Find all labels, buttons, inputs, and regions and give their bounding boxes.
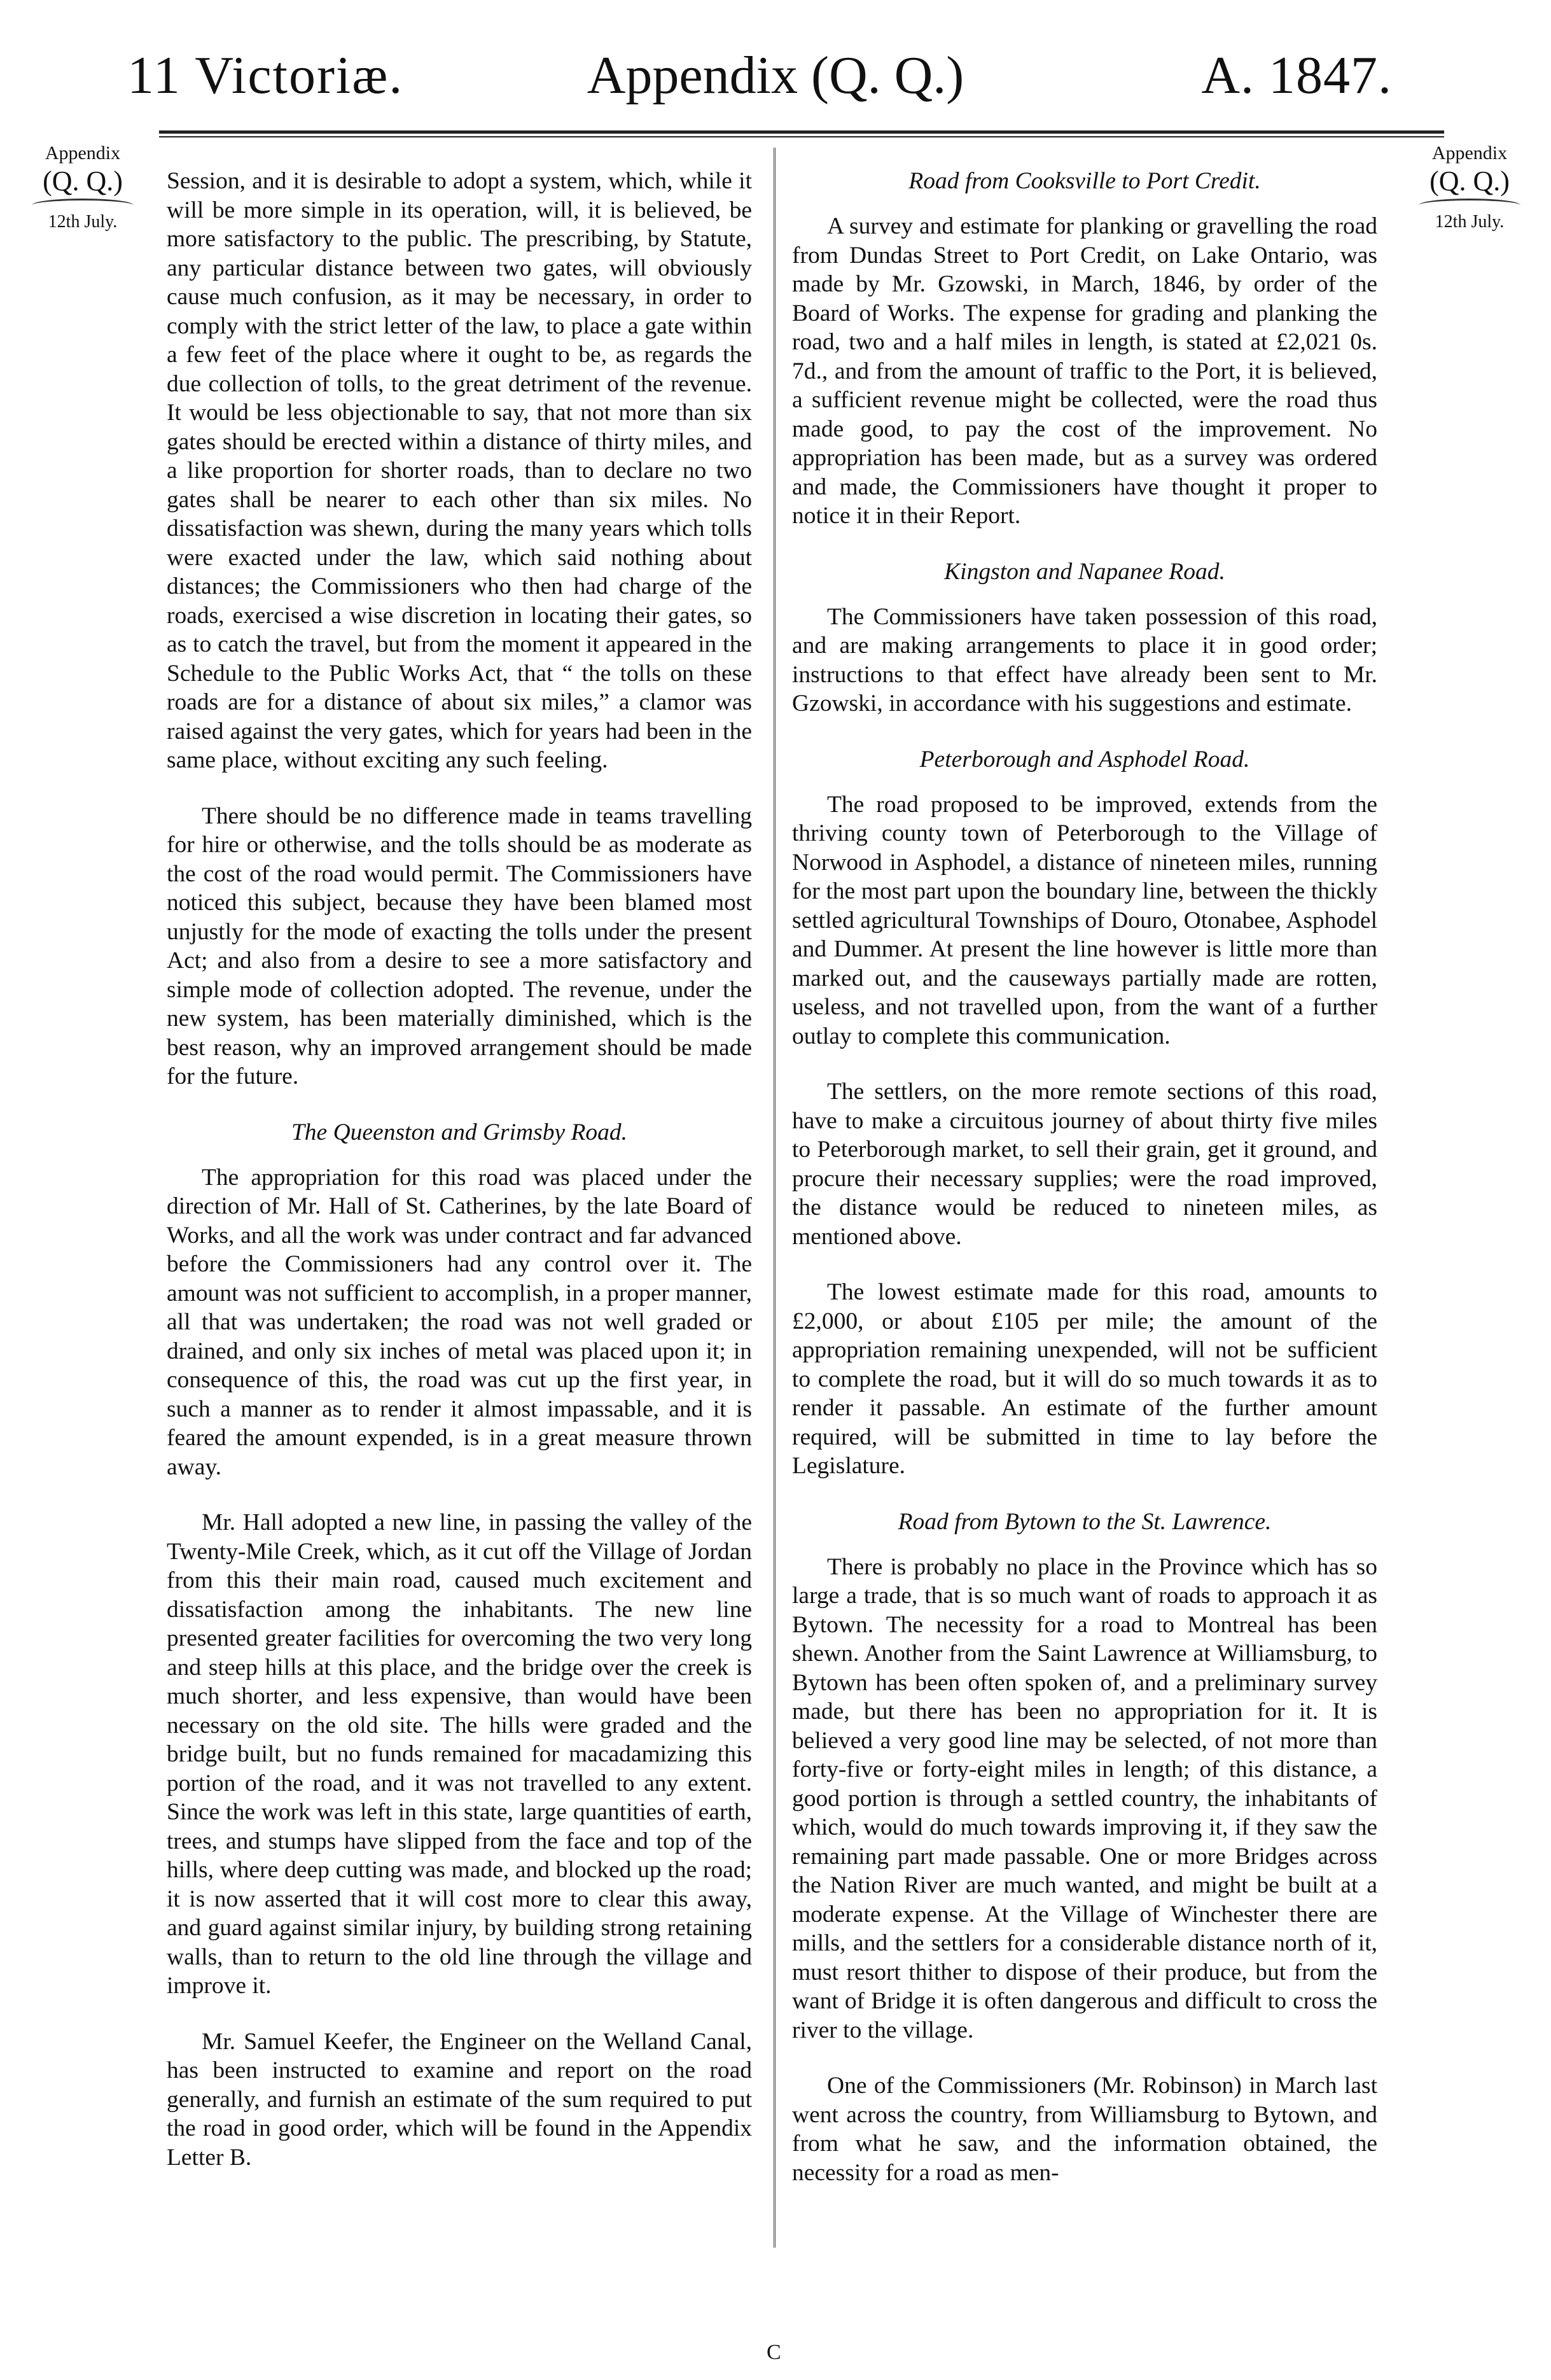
margin-note-date: 12th July.	[48, 212, 118, 232]
paragraph: The appropriation for this road was placed under the direction of Mr. Hall of St. Catherines, by the late Board of Works, and all the work was under contract and far advanced before the Commissioners had any control over it. The amount was not sufficient to accomplish, in a proper manner, all that was undertaken; the road was not well graded or drained, and only six inches of metal was placed upon it; in consequence of this, the road was cut up the first year, in such a manner as to render it almost impassable, and it is feared the amount expended, is in a great measure thrown away.	[167, 1164, 752, 1480]
header-rule-thin	[159, 136, 1444, 137]
paragraph: The lowest estimate made for this road, amounts to £2,000, or about £105 per mile; the amount of the appropriation remaining unexpended, will not be sufficient to complete the road, but it will do so much towards it as to render it passable. An estimate of the further amount required, will be submitted in time to lay before the Legislature.	[792, 1279, 1377, 1479]
paragraph: There is probably no place in the Province which has so large a trade, that is so much want of roads to approach it as Bytown. The necessity for a road to Montreal has been shewn. Another from the Saint Lawrence at Williamsburg, to Bytown has been often spoken of, and a preliminary survey made, but there has been no appropriation for it. It is believed a very good line may be selected, of not more than forty-five or forty-eight miles in length; of this distance, a good portion is through a settled country, the inhabitants of which, would do much towards improving it, if they saw the remaining part made passable. One or more Bridges across the Nation River are much wanted, and might be built at a moderate expense. At the Village of Winchester there are mills, and the settlers for a considerable distance north of it, must resort thither to dispose of their produce, but from the want of Bridge it is often dangerous and difficult to cross the river to the village.	[792, 1553, 1377, 2043]
header-appendix-title: Appendix (Q. Q.)	[587, 46, 964, 105]
left-column	[167, 167, 752, 2199]
section-heading: Road from Cooksville to Port Credit.	[908, 168, 1261, 194]
margin-note-brace	[32, 199, 134, 212]
margin-note-ref: (Q. Q.)	[43, 165, 123, 197]
paragraph: The settlers, on the more remote sections of this road, have to make a circuitous journey of about thirty five miles to Peterborough market, to sell their grain, get it ground, and procure their necessary supplies; were the road improved, the distance would be reduced to nineteen miles, as mentioned above.	[792, 1079, 1377, 1250]
section-heading: The Queenston and Grimsby Road.	[291, 1119, 628, 1145]
margin-note-label: Appendix	[45, 143, 121, 164]
header-session: 11 Victoriæ.	[127, 46, 404, 105]
paragraph: Session, and it is desirable to adopt a system, which, while it will be more simple in its operation, will, it is believed, be more satisfactory to the public. The prescribing, by Statute, any particular distance between two gates, will obviously cause much confusion, as it may be necessary, in order to comply with the strict letter of the law, to place a gate within a few feet of the place where it ought to be, as regards the due collection of tolls, to the great detriment of the revenue. It would be less objectionable to say, that not more than six gates should be erected within a distance of thirty miles, and a like proportion for shorter roads, than to declare no two gates shall be nearer to each other than six miles. No dissatisfaction was shewn, during the many years which tolls were exacted under the law, which said nothing about distances; the Commissioners who then had charge of the roads, exercised a wise discretion in locating their gates, so as to catch the travel, but from the moment it appeared in the Schedule to the Public Works Act, that “ the tolls on these roads are for a distance of about six miles,” a clamor was raised against the very gates, which for years had been in the same place, without exciting any such feeling.	[167, 168, 752, 773]
paragraph: A survey and estimate for planking or gravelling the road from Dundas Street to Port Credit, on Lake Ontario, was made by Mr. Gzowski, in March, 1846, by order of the Board of Works. The expense for grading and planking the road, two and a half miles in length, is stated at £2,021 0s. 7d., and from the amount of traffic to the Port, it is believed, a sufficient revenue might be collected, were the road thus made good, to pay the cost of the improvement. No appropriation has been made, but as a survey was ordered and made, the Commissioners have thought it proper to notice it in their Report.	[792, 213, 1377, 529]
margin-note-date: 12th July.	[1435, 212, 1505, 232]
right-column	[792, 167, 1377, 2214]
running-header	[0, 45, 1551, 115]
signature-mark: C	[767, 2341, 781, 2364]
header-year: A. 1847.	[1201, 46, 1392, 105]
paragraph: There should be no difference made in teams travelling for hire or otherwise, and the tolls should be as moderate as the cost of the road would permit. The Commissioners have noticed this subject, because they have been blamed most unjustly for the mode of exacting the tolls under the present Act; and also from a desire to see a more satisfactory and simple mode of collection adopted. The revenue, under the new system, has been materially diminished, which is the best reason, why an improved arrangement should be made for the future.	[167, 802, 752, 1089]
column-divider	[774, 148, 776, 2248]
paragraph: The Commissioners have taken possession of this road, and are making arrangements to place it in good order; instructions to that effect have already been sent to Mr. Gzowski, in accordance with his suggestions and estimate.	[792, 603, 1377, 717]
margin-note-left	[19, 141, 146, 232]
paragraph: Mr. Hall adopted a new line, in passing the valley of the Twenty-Mile Creek, which, as it cut off the Village of Jordan from this their main road, caused much excitement and dissatisfaction among the inhabitants. The new line presented greater facilities for overcoming the two very long and steep hills at this place, and the bridge over the creek is much shorter, and less expensive, than would have been necessary on the old site. The hills were graded and the bridge built, but no funds remained for macadamizing this portion of the road, and it was not travelled to any extent. Since the work was left in this state, large quantities of earth, trees, and stumps have slipped from the face and top of the hills, where deep cutting was made, and blocked up the road; it is now asserted that it will cost more to clear this away, and guard against similar injury, by building strong retaining walls, than to return to the old line through the village and improve it.	[167, 1509, 752, 1999]
header-rule	[159, 130, 1444, 134]
margin-note-label: Appendix	[1431, 143, 1508, 164]
margin-note-ref: (Q. Q.)	[1429, 165, 1510, 197]
section-heading: Kingston and Napanee Road.	[944, 558, 1225, 585]
paragraph: One of the Commissioners (Mr. Robinson) in March last went across the country, from Williamsburg to Bytown, and from what he saw, and the information obtained, the necessity for a road as men-	[792, 2073, 1377, 2186]
paragraph: Mr. Samuel Keefer, the Engineer on the Welland Canal, has been instructed to examine and report on the road generally, and furnish an estimate of the sum required to put the road in good order, which will be found in the Appendix Letter B.	[167, 2028, 752, 2171]
margin-note-right	[1406, 141, 1533, 232]
section-heading: Peterborough and Asphodel Road.	[919, 746, 1250, 773]
margin-note-brace	[1419, 199, 1520, 212]
section-heading: Road from Bytown to the St. Lawrence.	[898, 1508, 1272, 1535]
paragraph: The road proposed to be improved, extends from the thriving county town of Peterborough to the Village of Norwood in Asphodel, a distance of nineteen miles, running for the most part upon the boundary line, between the thickly settled agricultural Townships of Douro, Otonabee, Asphodel and Dummer. At present the line however is little more than marked out, and the causeways partially made are rotten, useless, and not travelled upon, from the want of a further outlay to complete this communication.	[792, 791, 1377, 1049]
